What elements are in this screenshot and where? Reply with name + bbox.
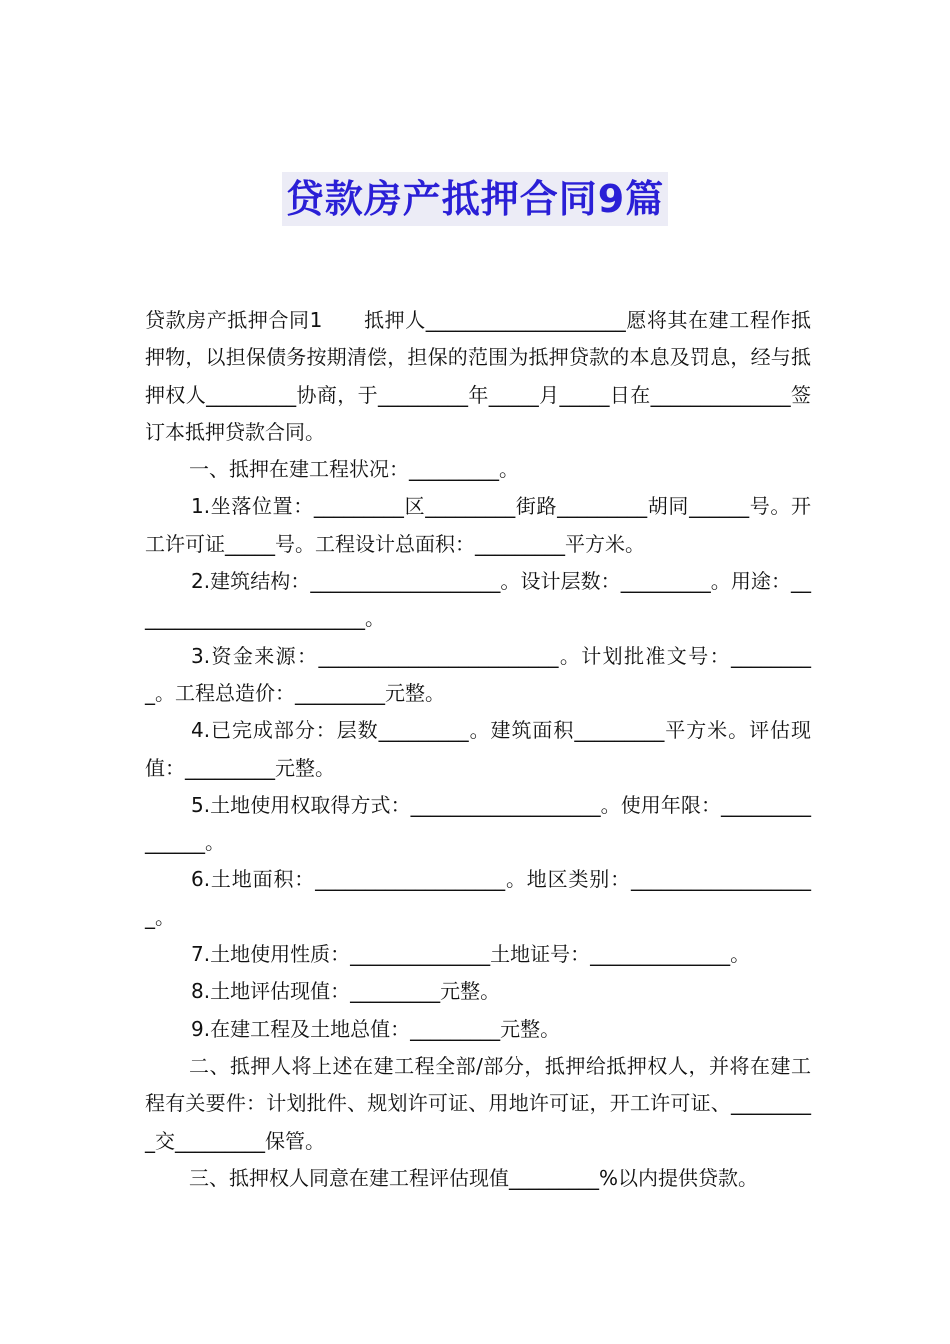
paragraph-intro: 贷款房产抵押合同1 抵押人____________________愿将其在建工程作抵押物，以担保债务按期清偿，担保的范围为抵押贷款的本息及罚息，经与抵押权人_________协商，于_________年_____月_____日在______________签订本抵押贷款合同。 <box>145 308 811 444</box>
document-body <box>145 302 811 1197</box>
paragraph-item-1: 1.坐落位置：_________区_________街路_________胡同______号。开工许可证_____号。工程设计总面积：_________平方米。 <box>145 494 811 556</box>
document-title: 贷款房产抵押合同9篇 <box>282 172 668 226</box>
paragraph-item-2: 2.建筑结构：___________________。设计层数：_________。用途：________________________。 <box>145 569 811 631</box>
paragraph-item-9: 9.在建工程及土地总值：_________元整。 <box>191 1016 561 1041</box>
paragraph-section-1: 一、抵押在建工程状况：_________。 <box>189 457 519 482</box>
title-container <box>0 172 950 226</box>
paragraph-section-3: 三、抵押权人同意在建工程评估现值_________%以内提供贷款。 <box>189 1165 759 1190</box>
paragraph-item-4: 4.已完成部分：层数_________。建筑面积_________平方米。评估现值：_________元整。 <box>145 718 811 780</box>
paragraph-item-3: 3.资金来源：________________________。计划批准文号：_________。工程总造价：_________元整。 <box>145 643 811 705</box>
paragraph-item-5: 5.土地使用权取得方式：___________________。使用年限：_______________。 <box>145 792 811 855</box>
paragraph-item-7: 7.土地使用性质：______________土地证号：______________。 <box>191 942 751 967</box>
paragraph-item-8: 8.土地评估现值：_________元整。 <box>191 979 501 1004</box>
paragraph-section-2: 二、抵押人将上述在建工程全部/部分，抵押给抵押权人，并将在建工程有关要件：计划批件、规划许可证、用地许可证，开工许可证、_________交_________保管。 <box>145 1053 811 1153</box>
paragraph-item-6: 6.土地面积：___________________。地区类别：___________________。 <box>145 867 811 929</box>
